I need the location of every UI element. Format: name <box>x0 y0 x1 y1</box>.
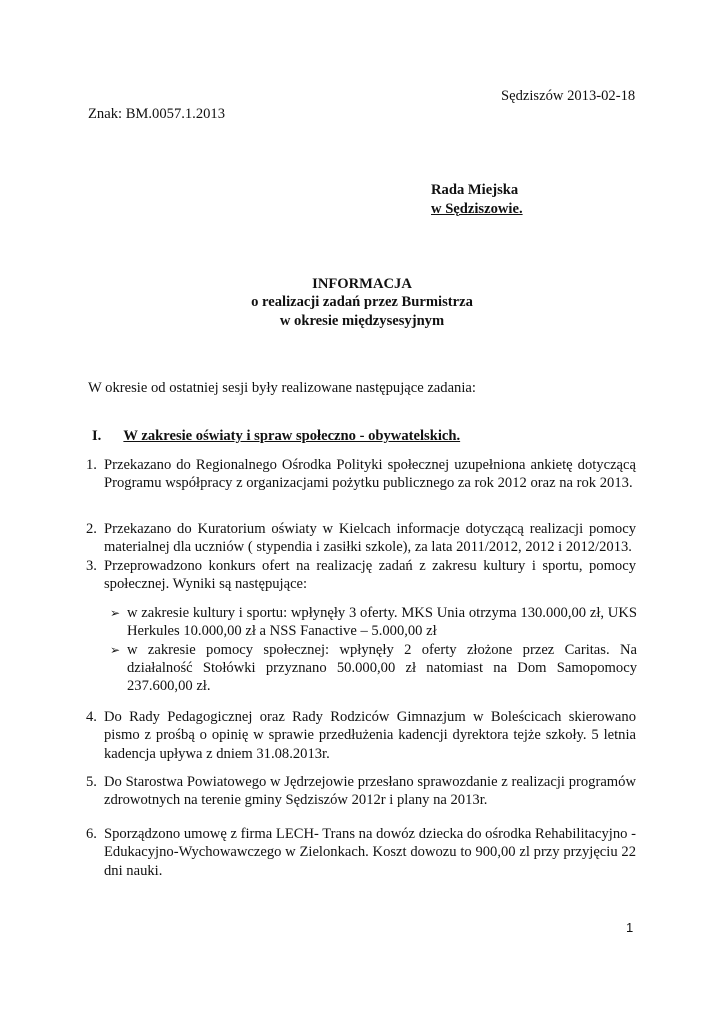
recipient-name: Rada Miejska <box>431 182 519 198</box>
document-subtitle-1: o realizacji zadań przez Burmistrza <box>251 294 473 310</box>
bullet-text: w zakresie kultury i sportu: wpłynęły 3 oferty. MKS Unia otrzyma 130.000,00 zł, UKS Herkules 10.000,00 zł a NSS Fanactive – 5.000,00 zł <box>127 605 637 640</box>
list-item-number: 6. <box>86 826 97 842</box>
list-item-number: 4. <box>86 709 97 725</box>
list-item-text: Przeprowadzono konkurs ofert na realizację zadań z zakresu kultury i sportu, pomocy społecznej. Wyniki są następujące: <box>104 558 636 593</box>
list-item <box>86 557 636 594</box>
list-item <box>86 773 636 810</box>
section-number: I. <box>92 428 102 444</box>
list-item-number: 1. <box>86 457 97 473</box>
bullet-text: w zakresie pomocy społecznej: wpłynęły 2 oferty złożone przez Caritas. Na działalność Stołówki przyznano 50.000,00 zł natomiast na Dom Samopomocy 237.600,00 zł. <box>127 641 637 695</box>
list-item <box>86 708 636 763</box>
section-heading <box>92 428 460 445</box>
list-item-number: 2. <box>86 521 97 537</box>
bullet-item <box>110 604 637 641</box>
list-item <box>86 456 636 493</box>
arrow-bullet-icon: ➢ <box>110 606 121 620</box>
arrow-bullet-icon: ➢ <box>110 642 121 657</box>
bullet-item <box>110 641 637 696</box>
document-title: INFORMACJA <box>312 276 412 292</box>
list-item-text: Do Starostwa Powiatowego w Jędrzejowie przesłano sprawozdanie z realizacji programów zdrowotnych na terenie gminy Sędziszów 2012r i plany na 2013r. <box>104 774 636 809</box>
recipient-location: w Sędziszowie. <box>431 201 523 217</box>
section-title: W zakresie oświaty i spraw społeczno - obywatelskich. <box>123 428 461 444</box>
document-date: Sędziszów 2013-02-18 <box>501 88 636 104</box>
page-number: 1 <box>626 920 634 935</box>
list-item-number: 5. <box>86 774 97 790</box>
intro-paragraph: W okresie od ostatniej sesji były realizowane następujące zadania: <box>88 380 476 396</box>
bullet-list <box>110 604 637 695</box>
list-item <box>86 520 636 557</box>
list-item-text: Przekazano do Regionalnego Ośrodka Polityki społecznej uzupełniona ankietę dotyczącą Programu współpracy z organizacjami pożytku publicznego za rok 2012 oraz na rok 2013. <box>104 457 636 492</box>
list-item <box>86 825 636 880</box>
list-item-number: 3. <box>86 558 97 574</box>
list-item-text: Do Rady Pedagogicznej oraz Rady Rodziców Gimnazjum w Boleścicach skierowano pismo z prośbą o opinię w sprawie przedłużenia kadencji dyrektora tejże szkoły. 5 letnia kadencja upływa z dniem 31.08.2013r. <box>104 709 636 762</box>
document-subtitle-2: w okresie międzysesyjnym <box>279 313 445 329</box>
reference-number: Znak: BM.0057.1.2013 <box>88 106 226 122</box>
list-item-text: Przekazano do Kuratorium oświaty w Kielcach informacje dotyczącą realizacji pomocy materialnej dla uczniów ( stypendia i zasiłki szkole), za lata 2011/2012, 2012 i 2012/2013. <box>104 521 636 556</box>
list-item-text: Sporządzono umowę z firma LECH- Trans na dowóz dziecka do ośrodka Rehabilitacyjno -Edukacyjno-Wychowawczego w Zielonkach. Koszt dowozu to 900,00 zl przy przyjęciu 22 dni nauki. <box>104 826 636 879</box>
